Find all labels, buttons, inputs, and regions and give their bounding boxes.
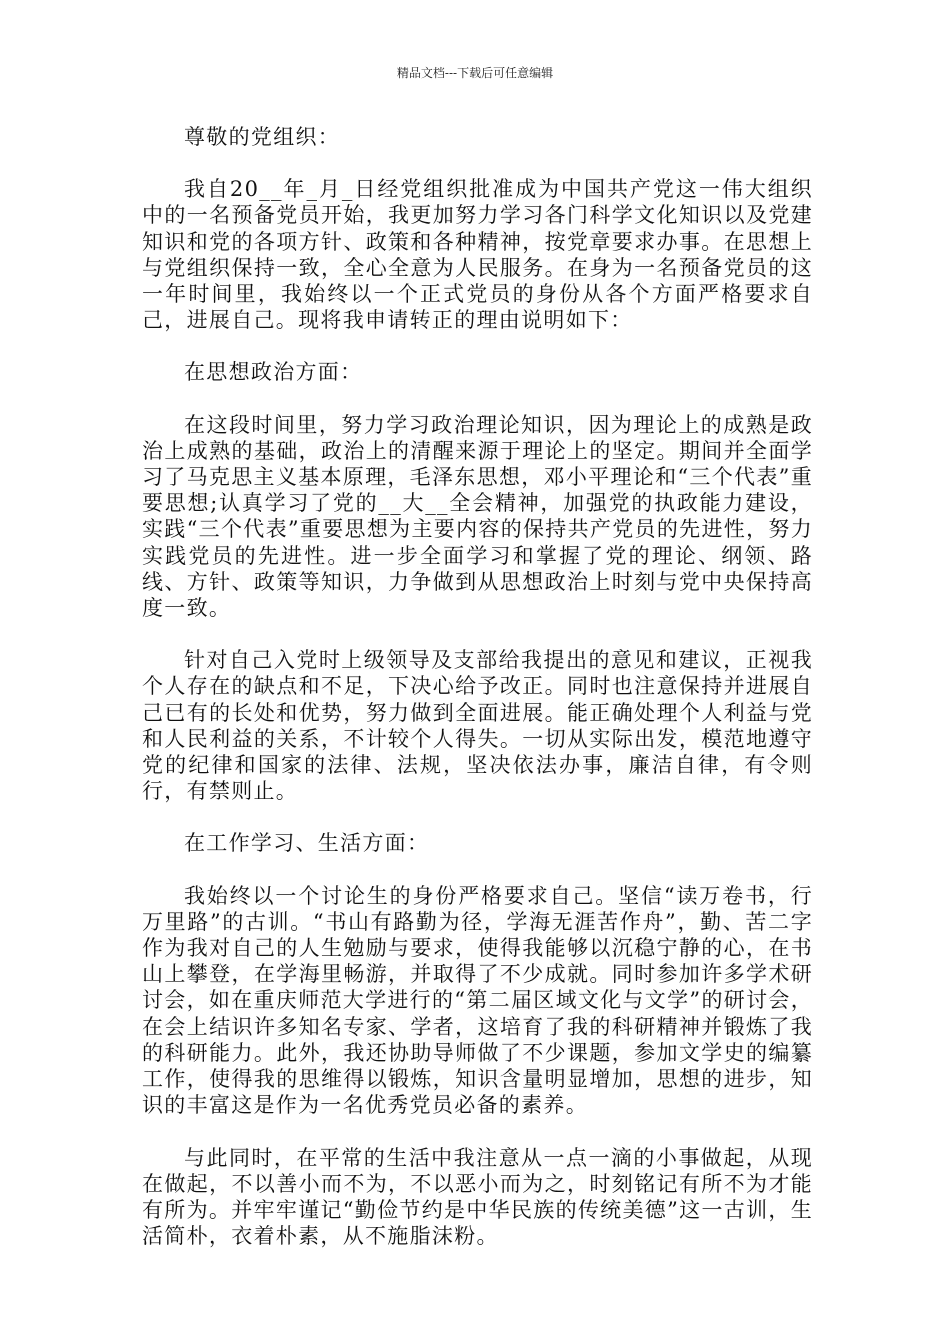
paragraph-intro: 我自20__年_月_日经党组织批准成为中国共产党这一伟大组织中的一名预备党员开始，我更加努力学习各门科学文化知识以及党建知识和党的各项方针、政策和各种精神，按党章要求办事。在思想上与党组织保持一致，全心全意为人民服务。在身为一名预备党员的这一年时间里，我始终以一个正式党员的身份从各个方面严格要求自己，进展自己。现将我申请转正的理由说明如下： <box>142 177 813 333</box>
letter-body <box>142 124 813 1249</box>
paragraph-study: 我始终以一个讨论生的身份严格要求自己。坚信“读万卷书，行万里路”的古训。“书山有路勤为径，学海无涯苦作舟”，勤、苦二字作为我对自己的人生勉励与要求，使得我能够以沉稳宁静的心，在书山上攀登，在学海里畅游，并取得了不少成就。同时参加许多学术研讨会，如在重庆师范大学进行的“第二届区域文化与文学”的研讨会，在会上结识许多知名专家、学者，这培育了我的科研精神并锻炼了我的科研能力。此外，我还协助导师做了不少课题，参加文学史的编纂工作，使得我的思维得以锻炼，知识含量明显增加，思想的进步，知识的丰富这是作为一名优秀党员必备的素养。 <box>142 883 813 1118</box>
salutation: 尊敬的党组织： <box>184 125 341 149</box>
paragraph-self-improvement: 针对自己入党时上级领导及支部给我提出的意见和建议，正视我个人存在的缺点和不足，下决心给予改正。同时也注意保持并进展自己已有的长处和优势，努力做到全面进展。能正确处理个人利益与党和人民利益的关系，不计较个人得失。一切从实际出发，模范地遵守党的纪律和国家的法律、法规，坚决依法办事，廉洁自律，有令则行，有禁则止。 <box>142 648 813 804</box>
heading-political: 在思想政治方面： <box>184 360 363 385</box>
heading-work-study: 在工作学习、生活方面： <box>184 831 430 856</box>
paragraph-political-study: 在这段时间里，努力学习政治理论知识，因为理论上的成熟是政治上成熟的基础，政治上的清醒来源于理论上的坚定。期间并全面学习了马克思主义基本原理，毛泽东思想，邓小平理论和“三个代表”重要思想;认真学习了党的__大__全会精神，加强党的执政能力建设，实践“三个代表”重要思想为主要内容的保持共产党员的先进性，努力实践党员的先进性。进一步全面学习和掌握了党的理论、纲领、路线、方针、政策等知识，力争做到从思想政治上时刻与党中央保持高度一致。 <box>142 412 813 621</box>
page-header: 精品文档---下载后可任意编辑 <box>396 66 554 80</box>
paragraph-life: 与此同时，在平常的生活中我注意从一点一滴的小事做起，从现在做起，不以善小而不为，不以恶小而为之，时刻铭记有所不为才能有所为。并牢牢谨记“勤俭节约是中华民族的传统美德”这一古训，生活简朴，衣着朴素，从不施脂沫粉。 <box>142 1145 813 1249</box>
